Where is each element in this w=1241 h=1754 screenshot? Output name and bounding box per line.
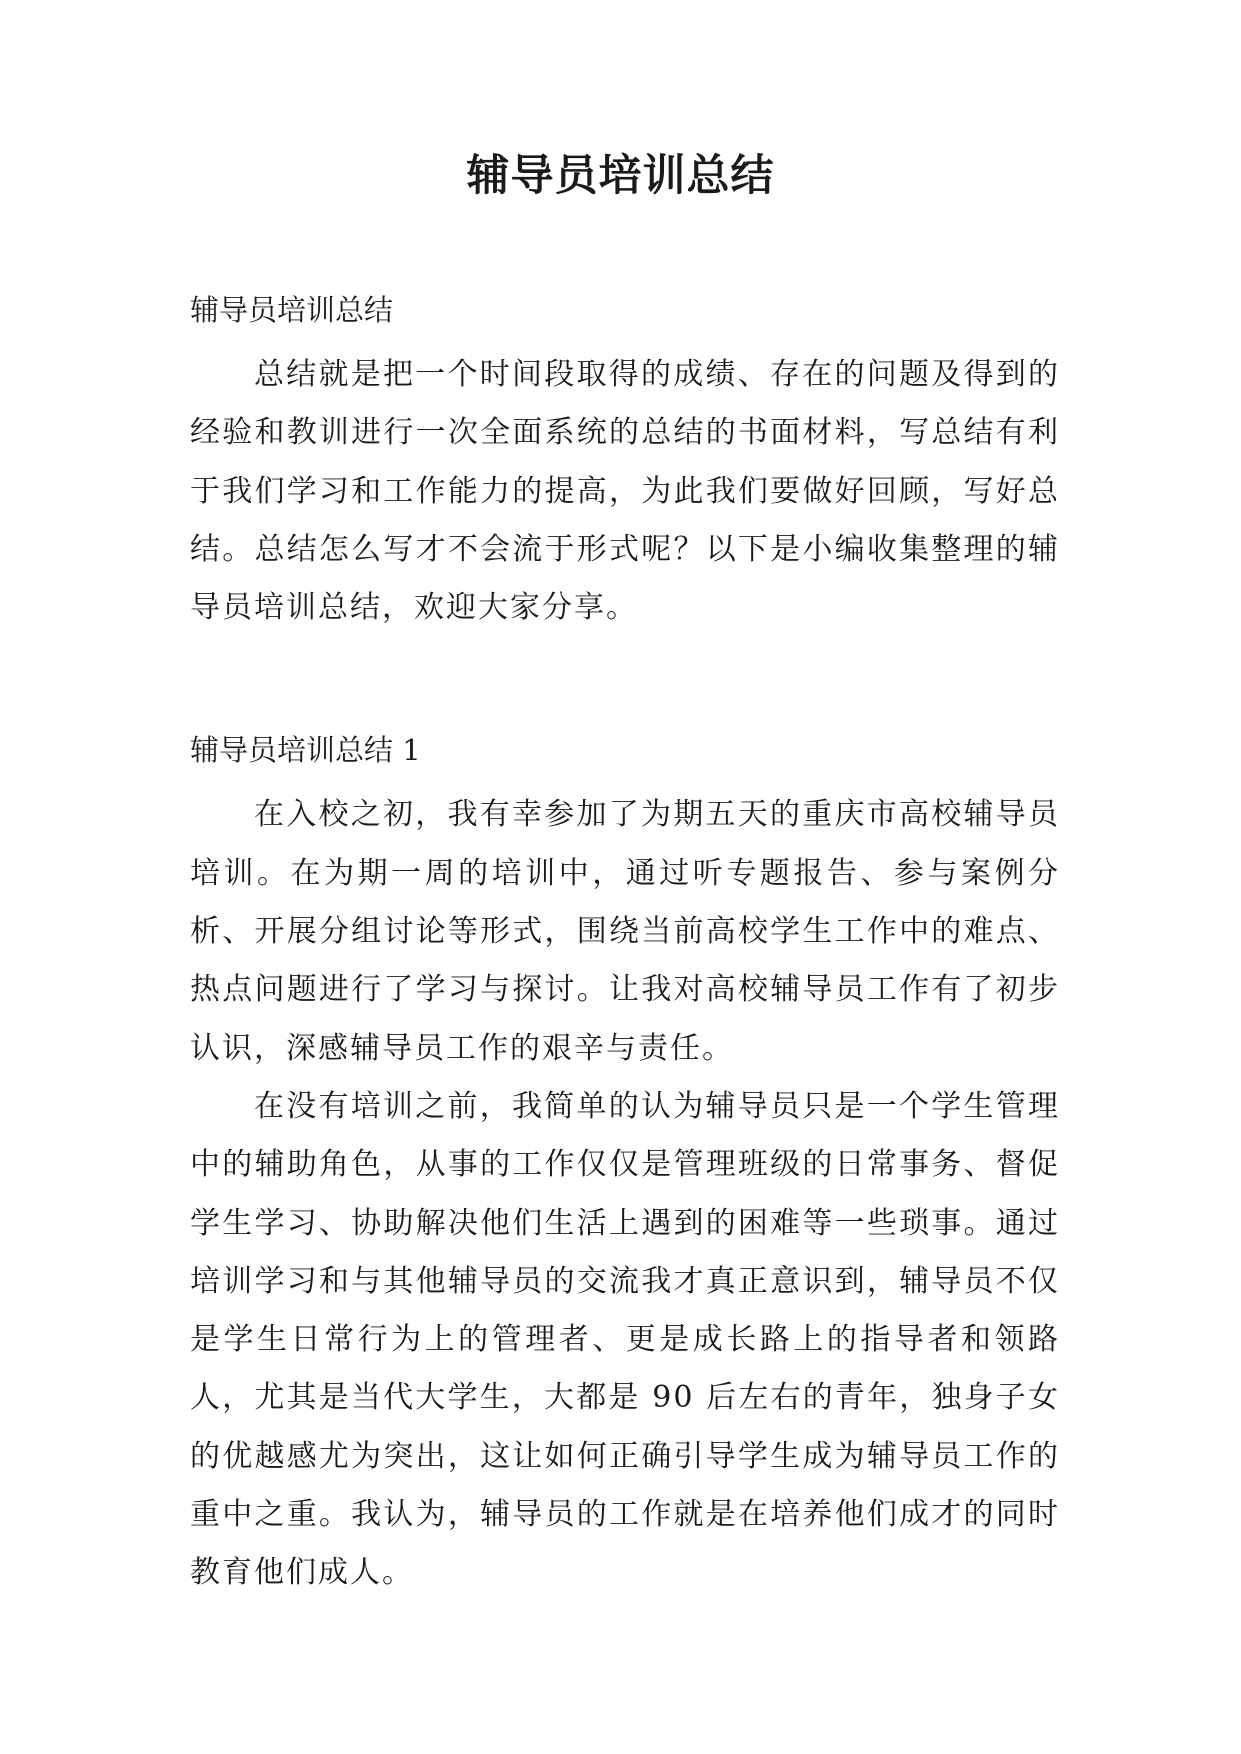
section-1-heading: 辅导员培训总结 1	[190, 733, 421, 768]
section-1-paragraph-1: 在入校之初，我有幸参加了为期五天的重庆市高校辅导员培训。在为期一周的培训中，通过听专题报告、参与案例分析、开展分组讨论等形式，围绕当前高校学生工作中的难点、热点问题进行了学习与探讨。让我对高校辅导员工作有了初步认识，深感辅导员工作的艰辛与责任。	[190, 797, 1060, 1066]
document-title: 辅导员培训总结	[466, 151, 775, 201]
section-1-paragraph-2: 在没有培训之前，我简单的认为辅导员只是一个学生管理中的辅助角色，从事的工作仅仅是管理班级的日常事务、督促学生学习、协助解决他们生活上遇到的困难等一些琐事。通过培训学习和与其他辅导员的交流我才真正意识到，辅导员不仅是学生日常行为上的管理者、更是成长路上的指导者和领路人，尤其是当代大学生，大都是 90 后左右的青年，独身子女的优越感尤为突出，这让如何正确引导学生成为辅导员工作的重中之重。我认为，辅导员的工作就是在培养他们成才的同时教育他们成人。	[190, 1088, 1060, 1591]
section-spacer	[190, 637, 1060, 728]
document-body	[190, 288, 1060, 1603]
intro-paragraph: 总结就是把一个时间段取得的成绩、存在的问题及得到的经验和教训进行一次全面系统的总结的书面材料，写总结有利于我们学习和工作能力的提高，为此我们要做好回顾，写好总结。总结怎么写才不会流于形式呢？以下是小编收集整理的辅导员培训总结，欢迎大家分享。	[190, 357, 1060, 626]
intro-heading: 辅导员培训总结	[190, 293, 394, 327]
